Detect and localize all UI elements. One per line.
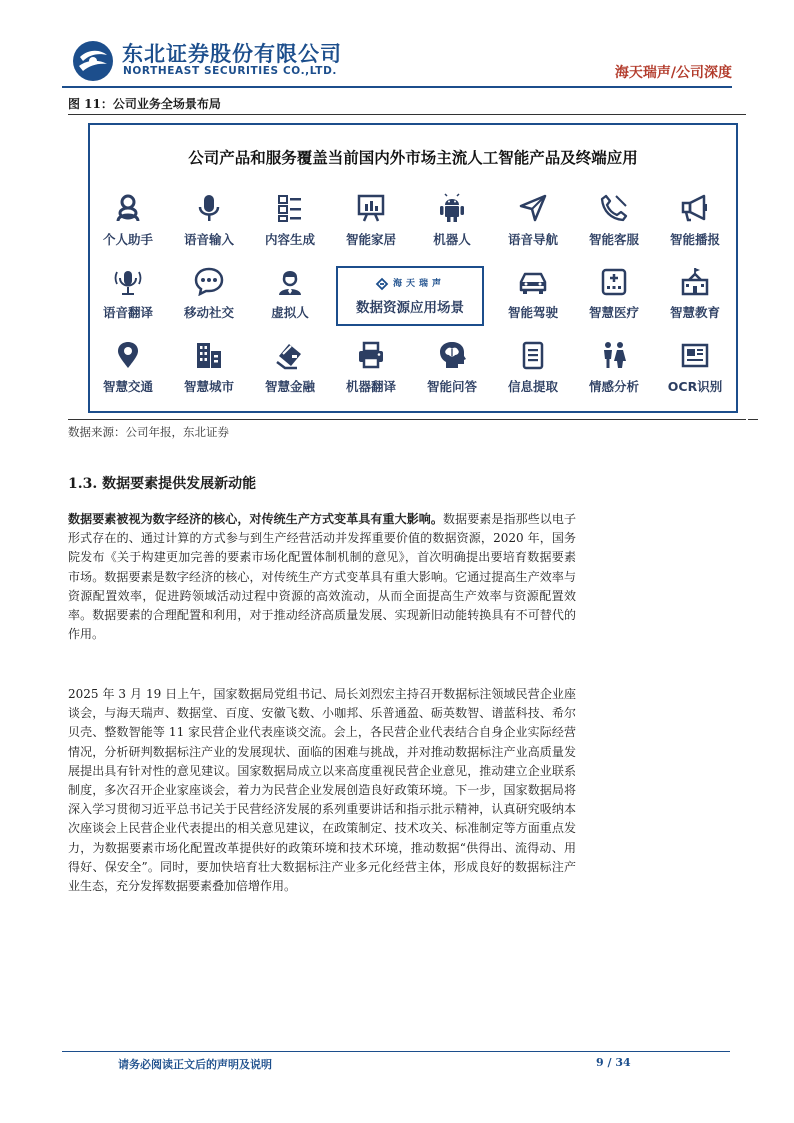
scene-label: 智能问答 <box>426 379 477 394</box>
hospital-icon <box>599 266 629 296</box>
section-title: 1.3. 数据要素提供发展新动能 <box>68 476 257 492</box>
scene-sentiment-analysis <box>574 340 654 402</box>
chat-bubble-icon <box>194 266 224 296</box>
scene-smart-city <box>169 340 249 402</box>
school-icon <box>680 266 710 296</box>
center-scene-box <box>336 266 484 326</box>
scene-personal-assistant <box>88 193 168 255</box>
printer-icon <box>356 340 386 370</box>
scene-label: 智能播报 <box>669 232 720 247</box>
center-label: 数据资源应用场景 <box>356 299 464 316</box>
smart-home-icon <box>356 193 386 223</box>
scene-information-extraction <box>493 340 573 402</box>
scene-smart-broadcast <box>655 193 735 255</box>
scene-label: OCR识别 <box>667 379 723 394</box>
finance-card-icon <box>275 340 305 370</box>
scene-label: 智慧教育 <box>669 305 720 320</box>
scene-label: 情感分析 <box>588 379 639 394</box>
scene-voice-input <box>169 193 249 255</box>
scene-label: 智能家居 <box>345 232 396 247</box>
header-divider <box>62 86 732 88</box>
scene-label: 语音输入 <box>183 232 234 247</box>
car-icon <box>518 266 548 296</box>
scene-label: 智慧城市 <box>183 379 234 394</box>
scene-label: 移动社交 <box>183 305 234 320</box>
microphone-icon <box>194 193 224 223</box>
scene-smart-driving <box>493 266 573 328</box>
brain-head-icon <box>437 340 467 370</box>
scene-voice-translation <box>88 266 168 328</box>
footer-divider <box>62 1051 730 1052</box>
scene-label: 机器人 <box>433 232 471 247</box>
city-buildings-icon <box>194 340 224 370</box>
figure-source: 数据来源：公司年报，东北证券 <box>68 425 229 439</box>
paragraph-1-body: 数据要素是指那些以电子形式存在的、通过计算的方式参与到生产经营活动并发挥重要价值的数据资源，2020 年，国务院发布《关于构建更加完善的要素市场化配置体制机制的意见》，首次明确提出要培育数据要素市场。数据要素是数字经济的核心，对传统生产方式变革具有重大影响。它通过提高生产效率与资源配置效率，促进跨领域活动过程中资源的高效流动，从而全面提高生产效率与资源配置效率。数据要素的合理配置和利用，对于推动经济高质量发展、实现新旧动能转换具有不可替代的作用。 <box>68 512 576 642</box>
scene-label: 语音导航 <box>507 232 558 247</box>
location-pin-icon <box>113 340 143 370</box>
scene-mobile-social <box>169 266 249 328</box>
scene-ocr-recognition <box>655 340 735 402</box>
people-pair-icon <box>599 340 629 370</box>
virtual-human-icon <box>275 266 305 296</box>
scene-virtual-human <box>250 266 330 328</box>
page-number: 9 / 34 <box>596 1056 631 1069</box>
scene-label: 智能客服 <box>588 232 639 247</box>
footer-disclaimer: 请务必阅读正文后的声明及说明 <box>118 1058 272 1071</box>
scene-label: 智慧交通 <box>102 379 153 394</box>
newspaper-icon <box>680 340 710 370</box>
report-tag: 海天瑞声/公司深度 <box>614 65 732 81</box>
scene-robot <box>412 193 492 255</box>
navigation-arrow-icon <box>518 193 548 223</box>
scene-content-generation <box>250 193 330 255</box>
figure-caption: 图 11：公司业务全场景布局 <box>68 97 221 111</box>
scene-label: 智慧医疗 <box>588 305 639 320</box>
scene-label: 机器翻译 <box>345 379 396 394</box>
figure-bottom-rule <box>68 419 746 420</box>
scene-label: 内容生成 <box>264 232 315 247</box>
paragraph-1-lead: 数据要素被视为数字经济的核心，对传统生产方式变革具有重大影响。 <box>68 512 444 526</box>
brand-mark-icon <box>375 277 389 291</box>
scene-machine-translation <box>331 340 411 402</box>
center-brand <box>338 276 482 291</box>
voice-translate-icon <box>113 266 143 296</box>
figure-top-rule <box>68 114 746 115</box>
scene-smart-qa <box>412 340 492 402</box>
company-name-cn: 东北证券股份有限公司 <box>122 42 342 66</box>
scene-voice-navigation <box>493 193 573 255</box>
content-list-icon <box>275 193 305 223</box>
scene-label: 信息提取 <box>507 379 558 394</box>
scene-label: 智能驾驶 <box>507 305 558 320</box>
scene-label: 个人助手 <box>102 232 153 247</box>
company-name-en: NORTHEAST SECURITIES CO.,LTD. <box>123 65 337 77</box>
company-logo-icon <box>72 40 114 82</box>
scene-smart-finance <box>250 340 330 402</box>
document-icon <box>518 340 548 370</box>
robot-icon <box>437 193 467 223</box>
scene-smart-customer-service <box>574 193 654 255</box>
megaphone-icon <box>680 193 710 223</box>
person-icon <box>113 193 143 223</box>
scene-smart-education <box>655 266 735 328</box>
scene-label: 语音翻译 <box>102 305 153 320</box>
scene-smart-healthcare <box>574 266 654 328</box>
scene-smart-home <box>331 193 411 255</box>
paragraph-2: 2025 年 3 月 19 日上午，国家数据局党组书记、局长刘烈宏主持召开数据标注领域民营企业座谈会，与海天瑞声、数据堂、百度、安徽飞数、小咖邦、乐普通盈、砺英数智、谱蓝科技、希尔贝壳、整数智能等 11 家民营企业代表座谈交流。会上，各民营企业代表结合自身企业实际经营情况，分析研判数据标注产业的发展现状、面临的困难与挑战，并对推动数据标注产业高质量发展提出具有针对性的意见建议。国家数据局成立以来高度重视民营企业意见，推动建立企业联系制度，多次召开企业家座谈会，着力为民营企业发展创造良好政策环境。下一步，国家数据局将深入学习贯彻习近平总书记关于民营经济发展的系列重要讲话和指示批示精神，认真研究吸纳本次座谈会上民营企业代表提出的相关意见建议，在政策制定、技术攻关、标准制定等方面重点发力，为数据要素市场化配置改革提供好的政策环境和技术环境，推动数据“供得出、流得动、用得好、保安全”。同时，要加快培育壮大数据标注产业多元化经营主体，形成良好的数据标注产业生态，充分发挥数据要素叠加倍增作用。 <box>68 687 576 894</box>
figure-title: 公司产品和服务覆盖当前国内外市场主流人工智能产品及终端应用 <box>188 149 638 167</box>
figure-rule-tick <box>748 419 758 420</box>
paragraph-1 <box>68 510 576 644</box>
scene-smart-transport <box>88 340 168 402</box>
scene-label: 虚拟人 <box>271 305 309 320</box>
phone-icon <box>599 193 629 223</box>
scene-label: 智慧金融 <box>264 379 315 394</box>
brand-name: 海天瑞声 <box>392 279 445 289</box>
